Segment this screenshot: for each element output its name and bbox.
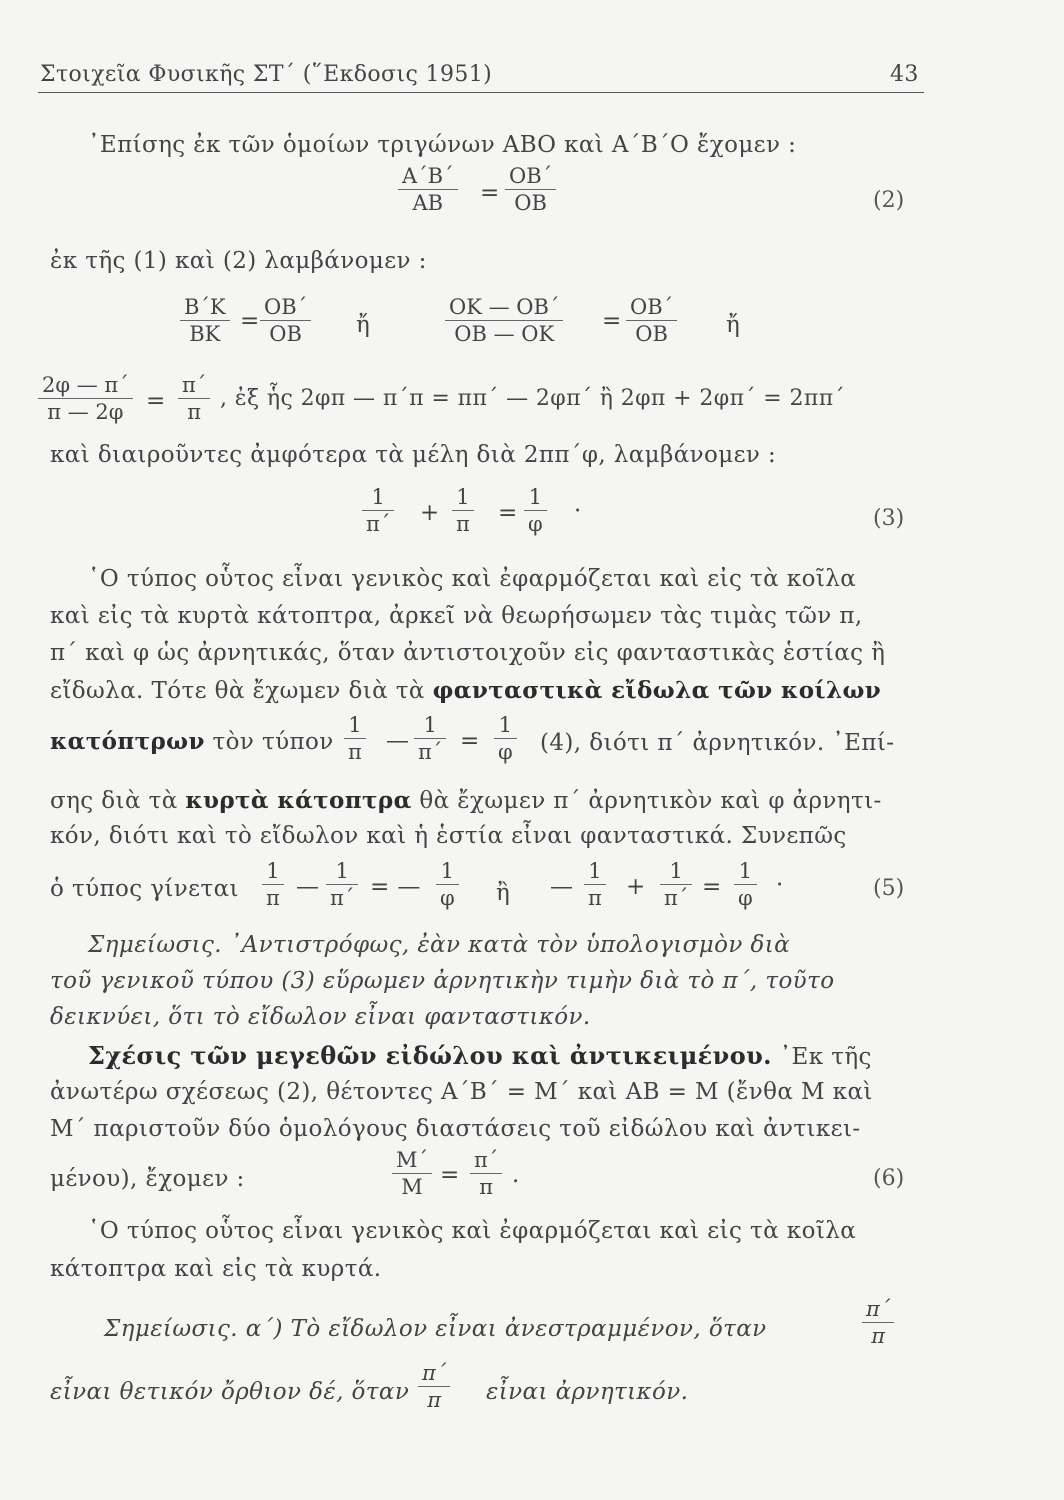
text-line: καὶ εἰς τὰ κυρτὰ κάτοπτρα, ἀρκεῖ νὰ θεωρήσωμεν τὰς τιμὰς τῶν π,	[50, 603, 863, 629]
header-rule	[38, 92, 924, 93]
numerator: π΄	[422, 1361, 447, 1385]
equals-sign: =	[702, 874, 722, 900]
denominator: Μ	[401, 1175, 423, 1199]
bold-term: κατόπτρων	[50, 728, 205, 755]
denominator: ΑΒ	[412, 191, 444, 215]
text-line: π΄ καὶ φ ὡς ἀρνητικάς, ὅταν ἀντιστοιχοῦν εἰς φανταστικὰς ἑστίας ἢ	[50, 640, 886, 666]
numerator: ΟΒ΄	[630, 295, 674, 319]
denominator: φ	[738, 886, 753, 910]
denominator: π	[348, 740, 362, 764]
text-line: ῾Ο τύπος οὗτος εἶναι γενικὸς καὶ ἐφαρμόζεται καὶ εἰς τὰ κοῖλα	[88, 1218, 857, 1244]
note-line: εἶναι θετικόν ὄρθιον δέ, ὅταν	[50, 1379, 410, 1405]
fraction-1-p	[452, 484, 474, 537]
text-line	[50, 787, 882, 814]
text-line	[50, 677, 881, 704]
equals-sign: =	[146, 388, 166, 414]
page-number: 43	[890, 62, 919, 87]
denominator: π	[871, 1324, 886, 1348]
note-line: Σημείωσις. α΄) Τὸ εἴδωλον εἶναι ἀνεστραμμένον, ὅταν	[104, 1316, 767, 1342]
fraction-1-p	[584, 858, 606, 911]
fraction-ob	[505, 163, 556, 216]
fraction-p-prime	[178, 372, 210, 425]
equals-sign: =	[240, 308, 260, 334]
denominator: π	[427, 1388, 442, 1412]
denominator: ΟΒ	[514, 191, 547, 215]
equals-sign: =	[602, 308, 622, 334]
denominator: π΄	[330, 886, 355, 910]
denominator: π — 2φ	[47, 400, 124, 424]
numerator: 1	[335, 859, 349, 883]
fraction-1-pprime	[326, 858, 358, 911]
text-line: ᾿Επίσης ἐκ τῶν ὁμοίων τριγώνων ΑΒΟ καὶ Α΄Β΄Ο ἔχομεν :	[88, 132, 797, 158]
numerator: 1	[456, 485, 470, 509]
denominator: π	[187, 400, 202, 424]
numerator: 1	[498, 713, 513, 737]
fraction-pprime-p	[862, 1296, 894, 1349]
fraction-1-phi	[494, 712, 517, 765]
text-line: ῾Ο τύπος οὗτος εἶναι γενικὸς καὶ ἐφαρμόζεται καὶ εἰς τὰ κοῖλα	[88, 566, 857, 592]
bold-term: κυρτὰ κάτοπτρα	[185, 787, 412, 814]
fraction-bk	[180, 294, 230, 347]
equation-number: (3)	[873, 506, 905, 531]
numerator: ΟΚ — ΟΒ΄	[449, 295, 560, 319]
fraction-1-pprime	[414, 712, 446, 765]
numerator: π΄	[182, 373, 207, 397]
or-word: ἢ	[496, 880, 511, 906]
fraction-1-p	[344, 712, 366, 765]
numerator: Α΄Β΄	[402, 164, 454, 188]
equation-number: (6)	[873, 1166, 905, 1191]
equals-sign: =	[440, 1162, 460, 1188]
fraction-1-p	[262, 858, 284, 911]
denominator: φ	[528, 512, 543, 536]
denominator: ΟΒ	[635, 322, 668, 346]
fraction-m-prime	[392, 1147, 432, 1200]
text-line: κόν, διότι καὶ τὸ εἴδωλον καὶ ἡ ἑστία εἶναι φανταστικά. Συνεπῶς	[50, 823, 847, 849]
fraction-1-phi	[734, 858, 757, 911]
period: .	[512, 1162, 520, 1188]
denominator: φ	[498, 740, 513, 764]
minus-sign: —	[386, 728, 410, 754]
fraction-2phi	[38, 372, 133, 425]
note-line: τοῦ γενικοῦ τύπου (3) εὕρωμεν ἀρνητικὴν τιμὴν διὰ τὸ π΄, τοῦτο	[50, 968, 835, 994]
numerator: 2φ — π΄	[42, 373, 129, 397]
numerator: 1	[266, 859, 280, 883]
text-line: ὁ τύπος γίνεται	[50, 876, 239, 902]
numerator: 1	[440, 859, 455, 883]
numerator: 1	[371, 485, 385, 509]
text-line: κάτοπτρα καὶ εἰς τὰ κυρτά.	[50, 1256, 382, 1282]
period: ·	[574, 498, 582, 524]
minus-sign: —	[550, 874, 574, 900]
text-span: ᾿Εκ τῆς	[779, 1044, 872, 1070]
numerator: π΄	[474, 1148, 499, 1172]
fraction-ob	[260, 294, 311, 347]
numerator: 1	[588, 859, 602, 883]
fraction-1-phi	[524, 484, 547, 537]
numerator: ΟΒ΄	[264, 295, 308, 319]
denominator: π	[266, 886, 280, 910]
denominator: π΄	[366, 512, 391, 536]
text-span: εἴδωλα. Τότε θὰ ἔχωμεν διὰ τὰ	[50, 678, 425, 704]
denominator: π	[456, 512, 470, 536]
equals-sign: =	[460, 728, 480, 754]
equation-number: (2)	[873, 188, 905, 213]
equation-continuation: , ἐξ ἧς 2φπ — π΄π = ππ΄ — 2φπ΄ ἢ 2φπ + 2φπ΄ = 2ππ΄	[220, 386, 845, 411]
text-span: θὰ ἔχωμεν π΄ ἀρνητικὸν καὶ φ ἀρνητι-	[419, 788, 882, 814]
or-word: ἤ	[726, 312, 741, 338]
text-span: τὸν τύπον	[212, 729, 334, 755]
numerator: 1	[528, 485, 543, 509]
note-line: δεικνύει, ὅτι τὸ εἴδωλον εἶναι φανταστικόν.	[50, 1004, 591, 1030]
fraction-ok-ob	[445, 294, 563, 347]
equals-minus: = —	[370, 874, 421, 900]
plus-sign: +	[420, 500, 440, 526]
denominator: ΟΒ — ΟΚ	[454, 322, 555, 346]
note-line: εἶναι ἀρνητικόν.	[486, 1379, 689, 1405]
numerator: 1	[738, 859, 753, 883]
denominator: ΒΚ	[189, 322, 221, 346]
bold-term: φανταστικὰ εἴδωλα τῶν κοίλων	[432, 677, 882, 704]
numerator: 1	[669, 859, 683, 883]
fraction-1-pprime	[660, 858, 692, 911]
period: ·	[776, 872, 784, 898]
text-line: ἐκ τῆς (1) καὶ (2) λαμβάνομεν :	[50, 248, 427, 274]
denominator: ΟΒ	[269, 322, 302, 346]
denominator: φ	[440, 886, 455, 910]
fraction-1-phi	[436, 858, 459, 911]
fraction-pprime-p	[418, 1360, 450, 1413]
denominator: π	[588, 886, 602, 910]
text-line: ἀνωτέρω σχέσεως (2), θέτοντες Α΄Β΄ = Μ΄ καὶ ΑΒ = Μ (ἔνθα Μ καὶ	[50, 1079, 873, 1105]
numerator: ΟΒ΄	[509, 164, 553, 188]
text-line: μένου), ἔχομεν :	[50, 1166, 245, 1192]
running-header: Στοιχεῖα Φυσικῆς ΣΤ΄ (῞Εκδοσις 1951)	[40, 62, 493, 87]
denominator: π	[479, 1175, 494, 1199]
text-span: σης διὰ τὰ	[50, 788, 178, 814]
minus-sign: —	[296, 874, 320, 900]
fraction-ab	[398, 163, 458, 216]
text-line: (4), διότι π΄ ἀρνητικόν. ᾿Επί-	[540, 730, 895, 756]
denominator: π΄	[418, 740, 443, 764]
numerator: π΄	[866, 1297, 891, 1321]
equals-sign: =	[480, 180, 500, 206]
equation-number: (5)	[873, 876, 905, 901]
numerator: Μ΄	[396, 1148, 429, 1172]
numerator: 1	[348, 713, 362, 737]
denominator: π΄	[664, 886, 689, 910]
fraction-ob	[626, 294, 677, 347]
note-line: Σημείωσις. ᾿Αντιστρόφως, ἐὰν κατὰ τὸν ὑπολογισμὸν διὰ	[88, 932, 791, 958]
section-heading: Σχέσις τῶν μεγεθῶν εἰδώλου καὶ ἀντικειμένου.	[88, 1041, 772, 1070]
numerator: Β΄Κ	[184, 295, 226, 319]
text-line	[50, 728, 334, 755]
numerator: 1	[423, 713, 437, 737]
fraction-pprime-p	[470, 1147, 502, 1200]
or-word: ἤ	[356, 312, 371, 338]
fraction-1-pprime	[362, 484, 394, 537]
plus-sign: +	[626, 874, 646, 900]
section-heading-line	[88, 1041, 872, 1070]
text-line: καὶ διαιροῦντες ἀμφότερα τὰ μέλη διὰ 2ππ΄φ, λαμβάνομεν :	[50, 442, 777, 468]
text-line: Μ΄ παριστοῦν δύο ὁμολόγους διαστάσεις τοῦ εἰδώλου καὶ ἀντικει-	[50, 1116, 861, 1142]
equals-sign: =	[498, 500, 518, 526]
